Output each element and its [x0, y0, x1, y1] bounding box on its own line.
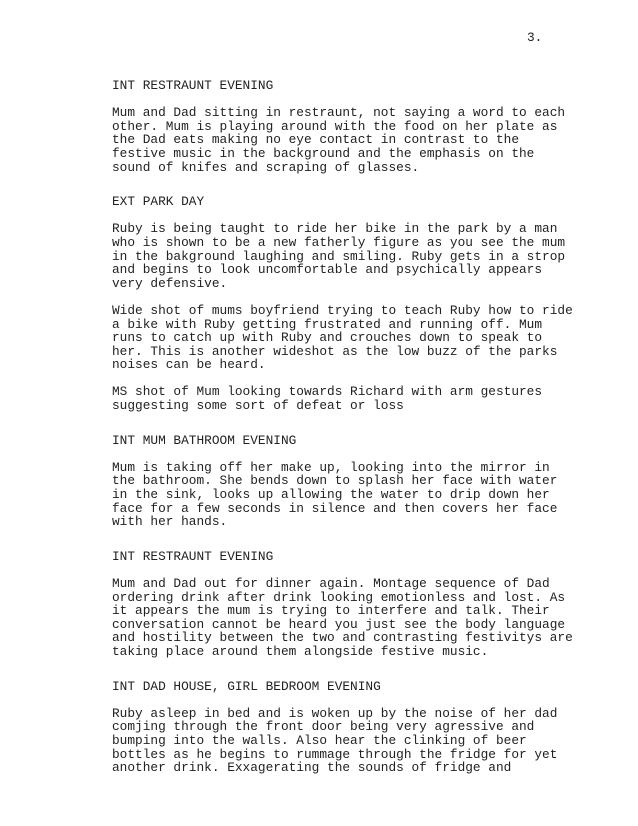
action-paragraph [112, 222, 582, 290]
page-number: 3. [527, 30, 543, 45]
action-line: the Dad eats making no eye contact in contrast to the [112, 132, 520, 148]
action-line: the bathroom. She bends down to splash her face with water [112, 473, 558, 489]
scene-heading: INT DAD HOUSE, GIRL BEDROOM EVENING [112, 678, 381, 694]
action-paragraph [112, 707, 582, 775]
action-line: sound of knifes and scraping of glasses. [112, 159, 420, 175]
scene [112, 680, 582, 775]
action-line: in the bakground laughing and smiling. Ruby gets in a strop [112, 248, 566, 264]
action-paragraph [112, 461, 582, 529]
action-line: MS shot of Mum looking towards Richard with arm gestures [112, 384, 543, 400]
action-line: bumping into the walls. Also hear the clinking of beer [112, 732, 527, 748]
scene [112, 550, 582, 659]
action-paragraph [112, 304, 582, 372]
scene [112, 434, 582, 529]
action-line: bottles as he begins to rummage through the fridge for yet [112, 746, 558, 762]
scene-heading: EXT PARK DAY [112, 194, 205, 210]
action-line: Mum is taking off her make up, looking into the mirror in [112, 459, 550, 475]
action-line: Mum and Dad sitting in restraunt, not saying a word to each [112, 105, 566, 121]
action-line: Ruby is being taught to ride her bike in the park by a man [112, 221, 558, 237]
action-line: Ruby asleep in bed and is woken up by the noise of her dad [112, 705, 558, 721]
action-paragraph [112, 577, 582, 659]
action-line: festive music in the background and the emphasis on the [112, 145, 535, 161]
action-line: Mum and Dad out for dinner again. Montage sequence of Dad [112, 576, 550, 591]
action-line: another drink. Exxagerating the sounds of fridge and [112, 760, 512, 776]
action-line: comjing through the front door being very agressive and [112, 719, 535, 735]
action-line: in the sink, looks up allowing the water to drip down her [112, 487, 550, 503]
action-line: runs to catch up with Ruby and crouches down to speak to [112, 330, 543, 346]
action-line: noises can be heard. [112, 357, 266, 373]
action-line: very defensive. [112, 275, 228, 291]
action-line: her. This is another wideshot as the low buzz of the parks [112, 343, 558, 359]
action-line: who is shown to be a new fatherly figure as you see the mum [112, 234, 566, 250]
action-line: ordering drink after drink looking emotionless and lost. As [112, 589, 566, 605]
action-line: face for a few seconds in silence and then covers her face [112, 500, 558, 516]
scene-heading: INT RESTRAUNT EVENING [112, 78, 274, 93]
action-line: suggesting some sort of defeat or loss [112, 398, 404, 414]
action-line: a bike with Ruby getting frustrated and running off. Mum [112, 316, 543, 332]
action-line: Wide shot of mums boyfriend trying to teach Ruby how to ride [112, 302, 573, 318]
action-line: and hostility between the two and contrasting festivitys are [112, 630, 573, 646]
action-paragraph [112, 106, 582, 174]
action-line: and begins to look uncomfortable and psychically appears [112, 262, 543, 278]
scene-heading: INT MUM BATHROOM EVENING [112, 432, 297, 448]
action-paragraph [112, 385, 582, 412]
scene [112, 79, 582, 174]
action-line: it appears the mum is trying to interfere and talk. Their [112, 603, 550, 619]
scene-heading: INT RESTRAUNT EVENING [112, 548, 274, 564]
action-line: with her hands. [112, 514, 228, 530]
action-line: other. Mum is playing around with the food on her plate as [112, 118, 558, 134]
scene [112, 195, 582, 413]
action-line: taking place around them alongside festive music. [112, 643, 489, 659]
action-line: conversation cannot be heard you just see the body language [112, 616, 566, 632]
script-body [112, 79, 582, 775]
